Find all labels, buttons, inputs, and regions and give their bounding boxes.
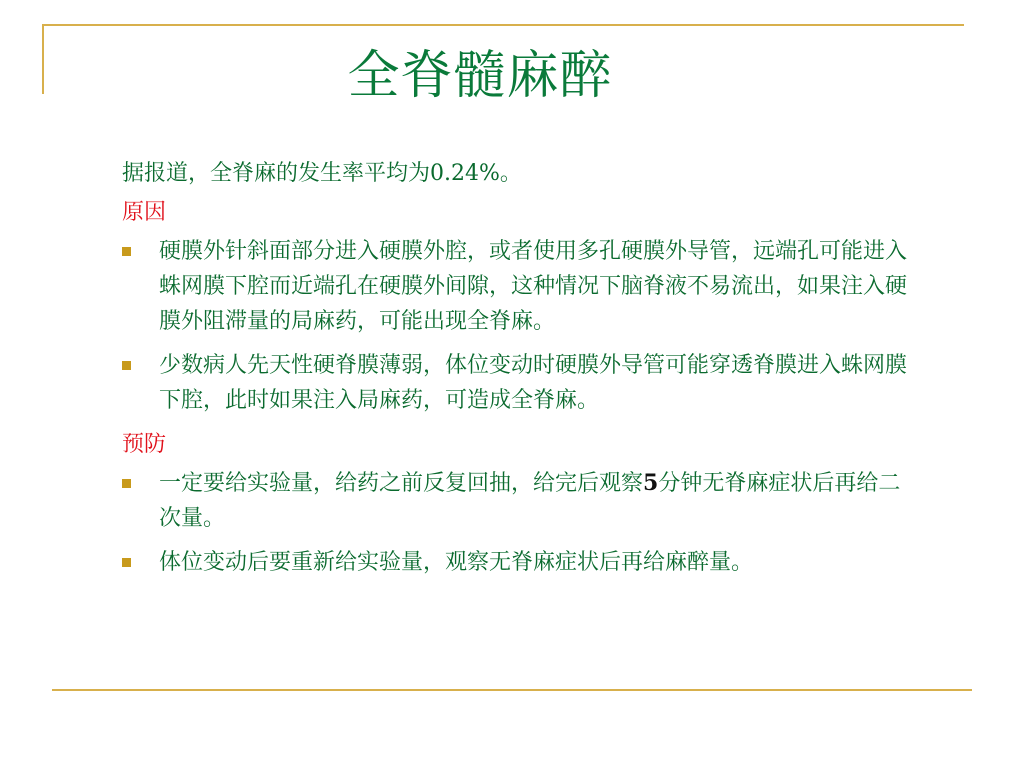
- slide-content: [122, 156, 922, 589]
- frame-top-rule: [42, 24, 964, 26]
- prevent-heading: 预防: [122, 432, 167, 457]
- prevent-item-1-number: 5: [643, 470, 659, 496]
- prevent-item-1-after: 分钟无脊麻症状后再给二次量。: [159, 471, 901, 531]
- cause-item-1: [122, 234, 922, 339]
- square-bullet-icon: [122, 247, 131, 256]
- square-bullet-icon: [122, 479, 131, 488]
- prevent-item-2: [122, 545, 922, 580]
- prevent-item-1: [122, 466, 922, 536]
- cause-item-2-text: 少数病人先天性硬脊膜薄弱，体位变动时硬膜外导管可能穿透脊膜进入蛛网膜下腔，此时如果注入局麻药，可造成全脊麻。: [159, 353, 908, 413]
- cause-item-2: [122, 348, 922, 418]
- prevent-item-1-before: 一定要给实验量，给药之前反复回抽，给完后观察: [159, 471, 644, 496]
- frame-bottom-rule: [52, 689, 972, 691]
- square-bullet-icon: [122, 558, 131, 567]
- intro-text: 据报道，全脊麻的发生率平均为0.24%。: [122, 161, 522, 186]
- slide-title: 全脊髓麻醉: [347, 46, 613, 106]
- prevent-item-2-text: 体位变动后要重新给实验量，观察无脊麻症状后再给麻醉量。: [159, 550, 754, 575]
- cause-heading: 原因: [122, 200, 167, 225]
- cause-item-1-text: 硬膜外针斜面部分进入硬膜外腔，或者使用多孔硬膜外导管，远端孔可能进入蛛网膜下腔而近端孔在硬膜外间隙，这种情况下脑脊液不易流出，如果注入硬膜外阻滞量的局麻药，可能出现全脊麻。: [159, 239, 908, 334]
- square-bullet-icon: [122, 361, 131, 370]
